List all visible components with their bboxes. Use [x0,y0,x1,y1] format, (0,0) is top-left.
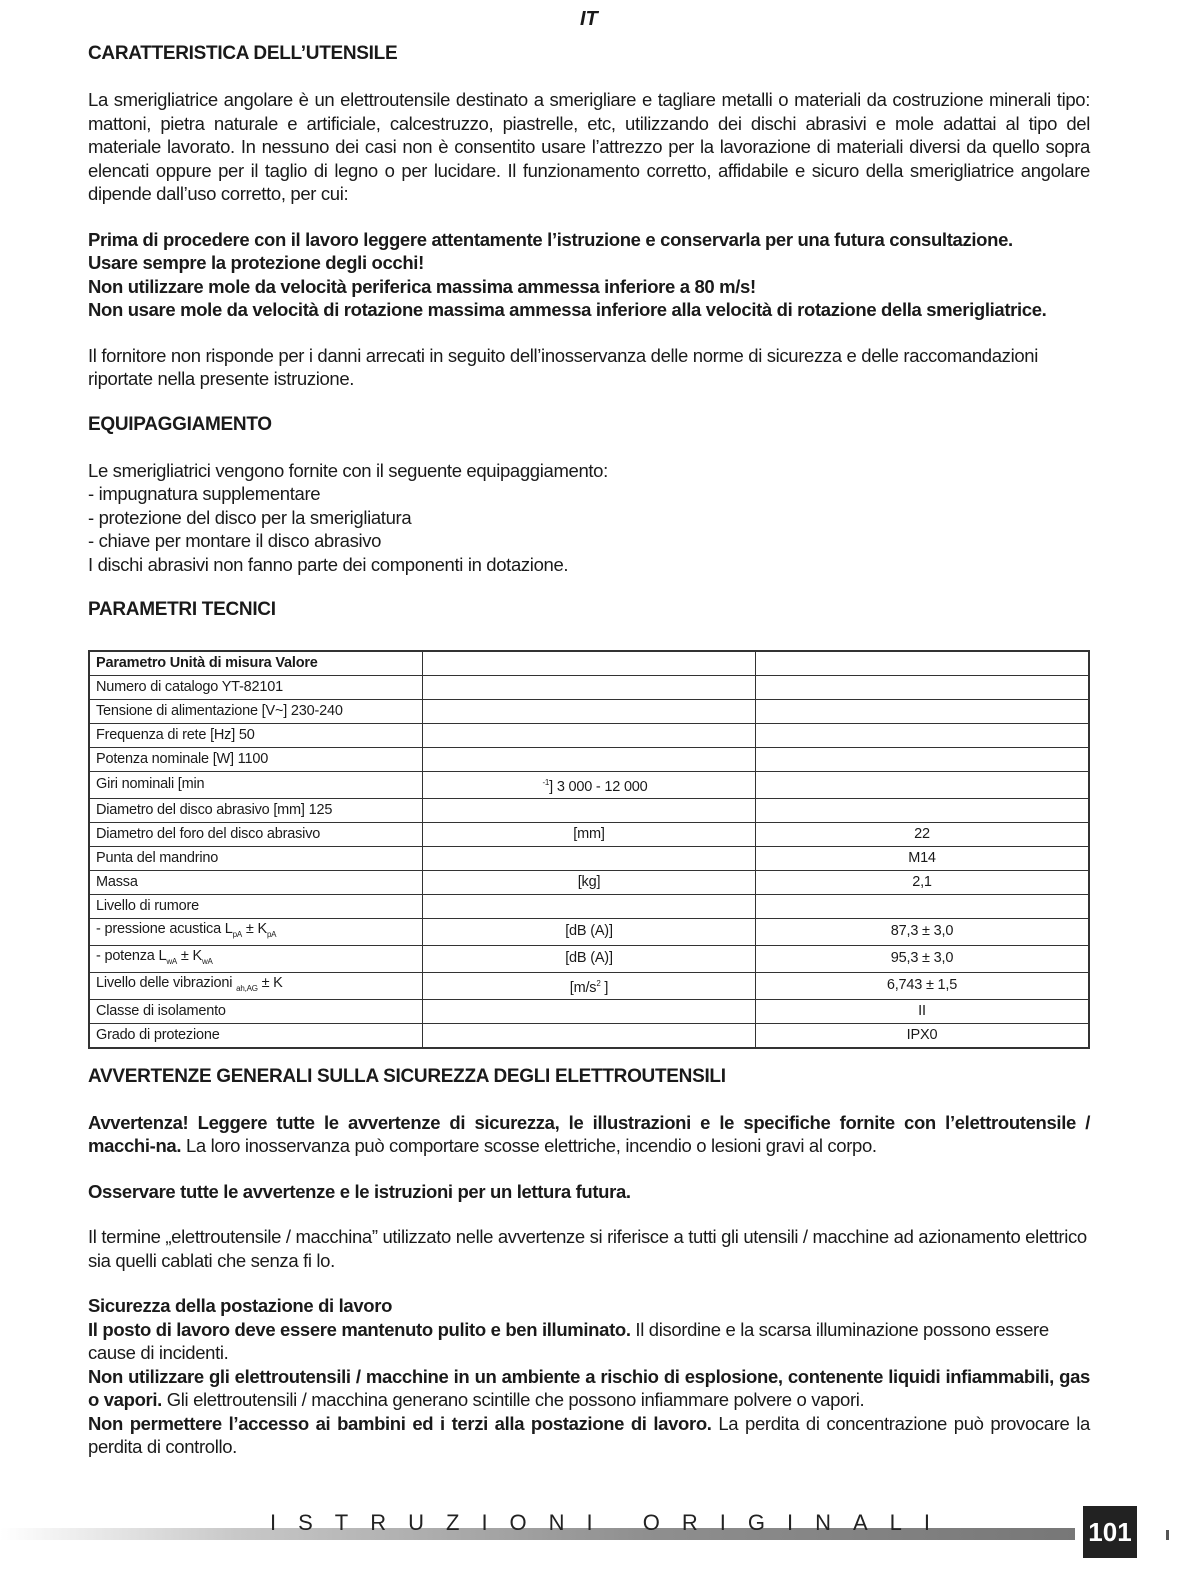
warning-eye-protection: Usare sempre la protezione degli occhi! [88,252,424,273]
general-warning-paragraph: Avvertenza! Leggere tutte le avvertenze di sicurezza, le illustrazioni e le specifiche fornite con l’elettroutensile / macchi-na. La loro inosservanza può comportare scosse elettriche, incendio o lesioni gravi al corpo. [88,1111,1090,1157]
observe-instructions: Osservare tutte le avvertenze e le istruzioni per un lettura futura. [88,1180,631,1202]
table-row: Frequenza di rete [Hz] 50 [89,724,1089,748]
section-title-utensile: CARATTERISTICA DELL’UTENSILE [88,43,398,64]
section-title-parametri: PARAMETRI TECNICI [88,599,276,620]
table-row: Giri nominali [min $^{-1}$] 3 000 - 12 000 [89,772,1089,799]
intro-paragraph: La smerigliatrice angolare è un elettroutensile destinato a smerigliare e tagliare metalli o materiali da costruzione minerali tipo: mattoni, pietra naturale e artificiale, calcestruzzo, piastrelle, etc, utilizzando dei dischi abrasivi e mole adattai al tipo del materiale lavorato. In nessuno dei casi non è consentito usare l’attrezzo per la lavorazione di materiali diversi da quello sopra elencati oppure per il taglio di legno o per lucidare. Il funzionamento corretto, affidabile e sicuro della smerigliatrice angolare dipende dall’uso corretto, per cui: [88,89,1090,204]
equipment-intro: Le smerigliatrici vengono fornite con il seguente equipaggiamento: [88,459,608,481]
equipment-item: - protezione del disco per la smerigliatura [88,506,412,528]
table-row: Punta del mandrino M14 [89,846,1089,870]
table-row: Numero di catalogo YT-82101 [89,676,1089,700]
workplace-rule-explosion: Non utilizzare gli elettroutensili / macchine in un ambiente a rischio di esplosione, contenente liquidi infiammabili, gas o vapori. Gli elettroutensili / macchina generano scintille che possono infiammare polvere o vapori. [88,1365,1090,1411]
term-definition: Il termine „elettroutensile / macchina” utilizzato nelle avvertenze si riferisce a tutti gli utensili / macchine ad azionamento elettrico sia quelli cablati che senza fi lo. [88,1226,1087,1271]
table-row: Diametro del foro del disco abrasivo [mm] 22 [89,822,1089,846]
language-label: IT [580,8,598,30]
disclaimer-paragraph: Il fornitore non risponde per i danni arrecati in seguito dell’inosservanza delle norme di sicurezza e delle raccomandazioni riportate nella presente istruzione. [88,344,1038,389]
table-row: Classe di isolamento II [89,999,1089,1023]
warning-read-instructions: Prima di procedere con il lavoro leggere attentamente l’istruzione e conservarla per una futura consultazione. [88,228,1013,250]
footer-title: ISTRUZIONI ORIGINALI [270,1510,953,1535]
table-row: Massa [kg] 2,1 [89,870,1089,894]
section-title-avvertenze: AVVERTENZE GENERALI SULLA SICUREZZA DEGLI ELETTROUTENSILI [88,1065,726,1087]
warning-rotation-speed: Non usare mole da velocità di rotazione massima ammessa inferiore alla velocità di rotazione della smerigliatrice. [88,299,1047,320]
page-number: 101 [1083,1506,1137,1558]
table-row: - potenza $L_{wA} \pm K_{wA}$ [dB (A)] 95,3 ± 3,0 [89,945,1089,972]
table-row: Diametro del disco abrasivo [mm] 125 [89,798,1089,822]
technical-parameters-table [88,650,1090,1049]
table-header-cell: Parametro Unità di misura Valore [89,651,423,676]
table-row: Tensione di alimentazione [V~] 230-240 [89,700,1089,724]
table-row: - pressione acustica $L_{pA} \pm K_{pA}$ [dB (A)] 87,3 ± 3,0 [89,918,1089,945]
workplace-safety-title: Sicurezza della postazione di lavoro [88,1295,393,1317]
workplace-rule-clean: Il posto di lavoro deve essere mantenuto pulito e ben illuminato. Il disordine e la scarsa illuminazione possono essere cause di incidenti. [88,1318,1049,1364]
equipment-note: I dischi abrasivi non fanno parte dei componenti in dotazione. [88,553,569,575]
warning-peripheral-speed: Non utilizzare mole da velocità periferica massima ammessa inferiore a 80 m/s! [88,275,756,297]
workplace-rule-children: Non permettere l’accesso ai bambini ed i terzi alla postazione di lavoro. La perdita di concentrazione può provocare la perdita di controllo. [88,1412,1090,1458]
table-row: Grado di protezione IPX0 [89,1023,1089,1048]
table-row: Livello di rumore [89,894,1089,918]
section-title-equipaggiamento: EQUIPAGGIAMENTO [88,413,272,435]
equipment-item: - chiave per montare il disco abrasivo [88,530,382,551]
table-row: Potenza nominale [W] 1100 [89,748,1089,772]
table-row: Livello delle vibrazioni $_{ah,AG}$ ± K [$m/s^2$ ] 6,743 ± 1,5 [89,972,1089,999]
table-header-row [89,651,1089,676]
page-edge-mark [1166,1530,1169,1540]
document-body [88,42,1090,1459]
equipment-item: - impugnatura supplementare [88,483,321,504]
